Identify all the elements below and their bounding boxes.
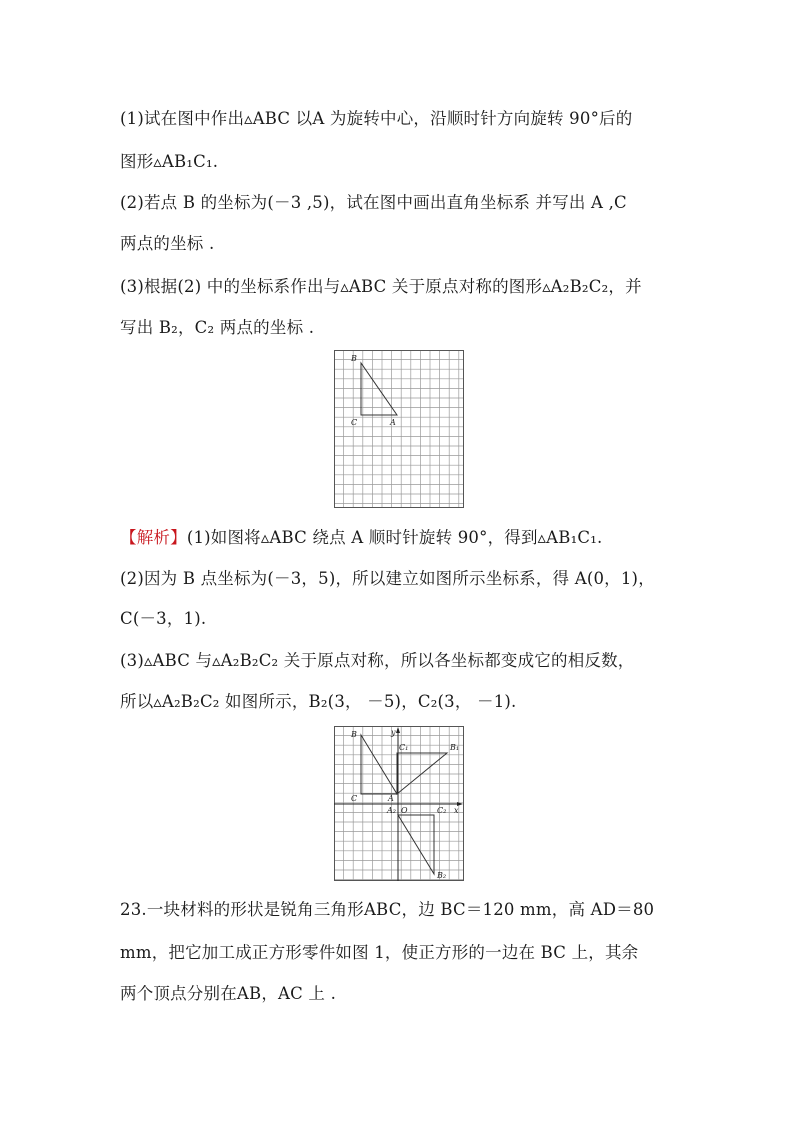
problem23-line-3: 两个顶点分别在AB，AC 上 . [120, 984, 337, 1003]
solution-line-1 [120, 528, 603, 548]
solution-text-1: (1)如图将▵ABC 绕点 A 顺时针旋转 90°，得到▵AB₁C₁. [186, 528, 603, 547]
label-a: A [390, 418, 396, 427]
label-a: A [388, 794, 394, 803]
label-b1: B₁ [450, 743, 460, 752]
solution-line-2: (2)因为 B 点坐标为(－3，5)，所以建立如图所示坐标系，得 A(0，1)， [120, 569, 655, 588]
label-b: B [351, 730, 357, 739]
figure-1-border [335, 351, 464, 508]
y-axis-arrow [396, 727, 400, 733]
problem-line-4: 两点的坐标 . [120, 234, 215, 253]
problem23-line-2: mm，把它加工成正方形零件如图 1，使正方形的一边在 BC 上，其余 [120, 943, 639, 962]
problem-line-5: (3)根据(2) 中的坐标系作出与▵ABC 关于原点对称的图形▵A₂B₂C₂，并 [120, 277, 642, 296]
label-y: y [391, 728, 396, 737]
label-c: C [351, 794, 358, 803]
label-b: B [351, 354, 357, 363]
label-b2: B₂ [437, 871, 447, 880]
problem-line-2: 图形▵AB₁C₁. [120, 152, 219, 171]
label-x: x [454, 806, 459, 815]
solution-line-5: 所以▵A₂B₂C₂ 如图所示，B₂(3， －5)，C₂(3， －1). [120, 692, 517, 711]
triangle-a2b2c2 [398, 815, 434, 874]
solution-line-4: (3)▵ABC 与▵A₂B₂C₂ 关于原点对称，所以各坐标都变成它的相反数， [120, 651, 635, 670]
solution-tag: 【解析】 [120, 528, 187, 547]
solution-line-3: C(－3，1). [120, 609, 207, 628]
problem-line-3: (2)若点 B 的坐标为(－3 ,5)，试在图中画出直角坐标系 并写出 A ,C [120, 193, 627, 212]
label-o: O [401, 806, 408, 815]
figure-2-grid [334, 726, 464, 881]
figure-1-grid [334, 350, 464, 508]
label-c: C [351, 418, 358, 427]
label-c1: C₁ [399, 743, 409, 752]
label-a2: A₂ [387, 806, 396, 815]
problem23-line-1: 23.一块材料的形状是锐角三角形ABC，边 BC＝120 mm，高 AD＝80 [120, 900, 655, 919]
label-c2: C₂ [437, 806, 447, 815]
problem-line-6: 写出 B₂，C₂ 两点的坐标 . [120, 318, 315, 337]
problem-line-1: (1)试在图中作出▵ABC 以A 为旋转中心，沿顺时针方向旋转 90°后的 [120, 109, 633, 128]
